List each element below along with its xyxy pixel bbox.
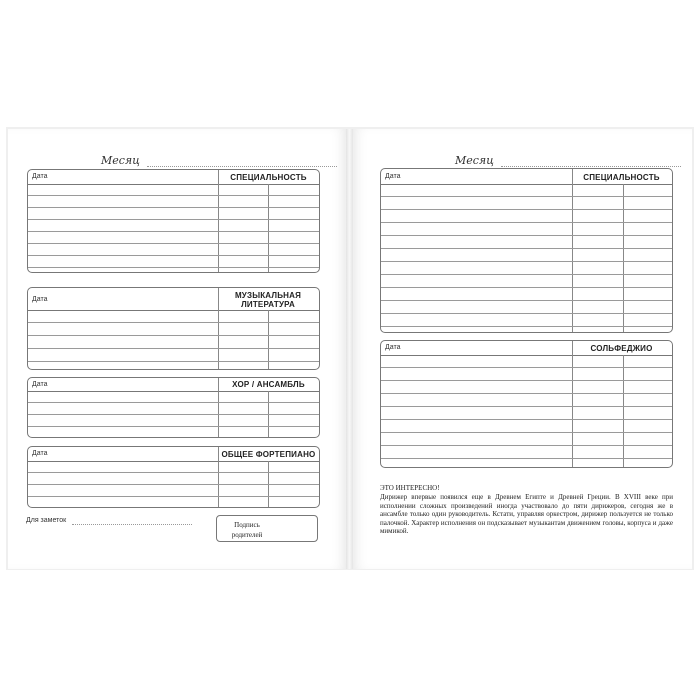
- table-row[interactable]: [28, 220, 319, 232]
- table-row[interactable]: [28, 256, 319, 268]
- fun-fact-block: [380, 484, 673, 536]
- table-music-literature: [27, 287, 320, 370]
- subject-label: МУЗЫКАЛЬНАЯ ЛИТЕРАТУРА: [234, 291, 302, 309]
- table-row[interactable]: [28, 184, 319, 196]
- table-row[interactable]: [381, 314, 672, 327]
- month-label: Месяц: [455, 154, 494, 167]
- date-label: Дата: [385, 173, 401, 180]
- subject-label: СОЛЬФЕДЖИО: [590, 344, 653, 353]
- table-row[interactable]: [28, 208, 319, 220]
- table-row[interactable]: [381, 301, 672, 314]
- month-line: [501, 166, 681, 167]
- date-label: Дата: [32, 381, 48, 388]
- table-row[interactable]: [28, 473, 319, 485]
- table-row[interactable]: [28, 232, 319, 244]
- spine: [346, 129, 353, 569]
- table-row[interactable]: [28, 196, 319, 208]
- table-row[interactable]: [381, 433, 672, 446]
- date-label: Дата: [385, 344, 401, 351]
- fun-fact-text: Дирижер впервые появился еще в Древнем Египте и Древней Греции. В XVIII веке при исполнении сложных произведений иногда участвовало до пяти дирижеров, сегодня же в ансамбле только один руководитель. Кстати, управляя оркестром, дирижер пользуется не только палочкой. Характер исполнения он подсказывает музыкантам движением головы, корпуса и даже мимикой.: [380, 493, 673, 536]
- month-label: Месяц: [101, 154, 140, 167]
- subject-label: ХОР / АНСАМБЛЬ: [232, 380, 305, 389]
- notes-line: [72, 524, 192, 525]
- table-solfeggio: [380, 340, 673, 468]
- notes-label: Для заметок: [26, 517, 67, 524]
- table-row[interactable]: [381, 407, 672, 420]
- table-row[interactable]: [381, 446, 672, 459]
- parent-signature-box[interactable]: [216, 515, 318, 542]
- table-row[interactable]: [381, 210, 672, 223]
- table-row[interactable]: [381, 262, 672, 275]
- date-label: Дата: [32, 173, 48, 180]
- table-choir-ensemble: [27, 377, 320, 438]
- table-row[interactable]: [381, 197, 672, 210]
- table-row[interactable]: [381, 223, 672, 236]
- table-row[interactable]: [381, 381, 672, 394]
- signature-label: Подпись родителей: [231, 521, 263, 539]
- table-specialty-right: [380, 168, 673, 333]
- table-row[interactable]: [381, 184, 672, 197]
- table-row[interactable]: [28, 349, 319, 362]
- month-line: [147, 166, 337, 167]
- subject-label: СПЕЦИАЛЬНОСТЬ: [583, 173, 660, 182]
- table-row[interactable]: [28, 415, 319, 427]
- table-row[interactable]: [28, 461, 319, 473]
- fun-fact-title: ЭТО ИНТЕРЕСНО!: [380, 484, 440, 492]
- date-label: Дата: [32, 296, 48, 303]
- table-row[interactable]: [28, 391, 319, 403]
- date-label: Дата: [32, 450, 48, 457]
- table-row[interactable]: [28, 403, 319, 415]
- notes-field[interactable]: [26, 517, 206, 531]
- table-row[interactable]: [381, 288, 672, 301]
- table-row[interactable]: [381, 368, 672, 381]
- table-row[interactable]: [28, 323, 319, 336]
- table-row[interactable]: [381, 394, 672, 407]
- table-row[interactable]: [381, 355, 672, 368]
- table-general-piano: [27, 446, 320, 508]
- table-row[interactable]: [381, 420, 672, 433]
- table-row[interactable]: [28, 485, 319, 497]
- table-specialty-left: [27, 169, 320, 273]
- table-row[interactable]: [28, 244, 319, 256]
- table-row[interactable]: [381, 249, 672, 262]
- subject-label: ОБЩЕЕ ФОРТЕПИАНО: [221, 450, 316, 459]
- table-row[interactable]: [28, 310, 319, 323]
- subject-label: СПЕЦИАЛЬНОСТЬ: [230, 173, 307, 182]
- table-row[interactable]: [28, 336, 319, 349]
- table-row[interactable]: [381, 275, 672, 288]
- table-row[interactable]: [381, 236, 672, 249]
